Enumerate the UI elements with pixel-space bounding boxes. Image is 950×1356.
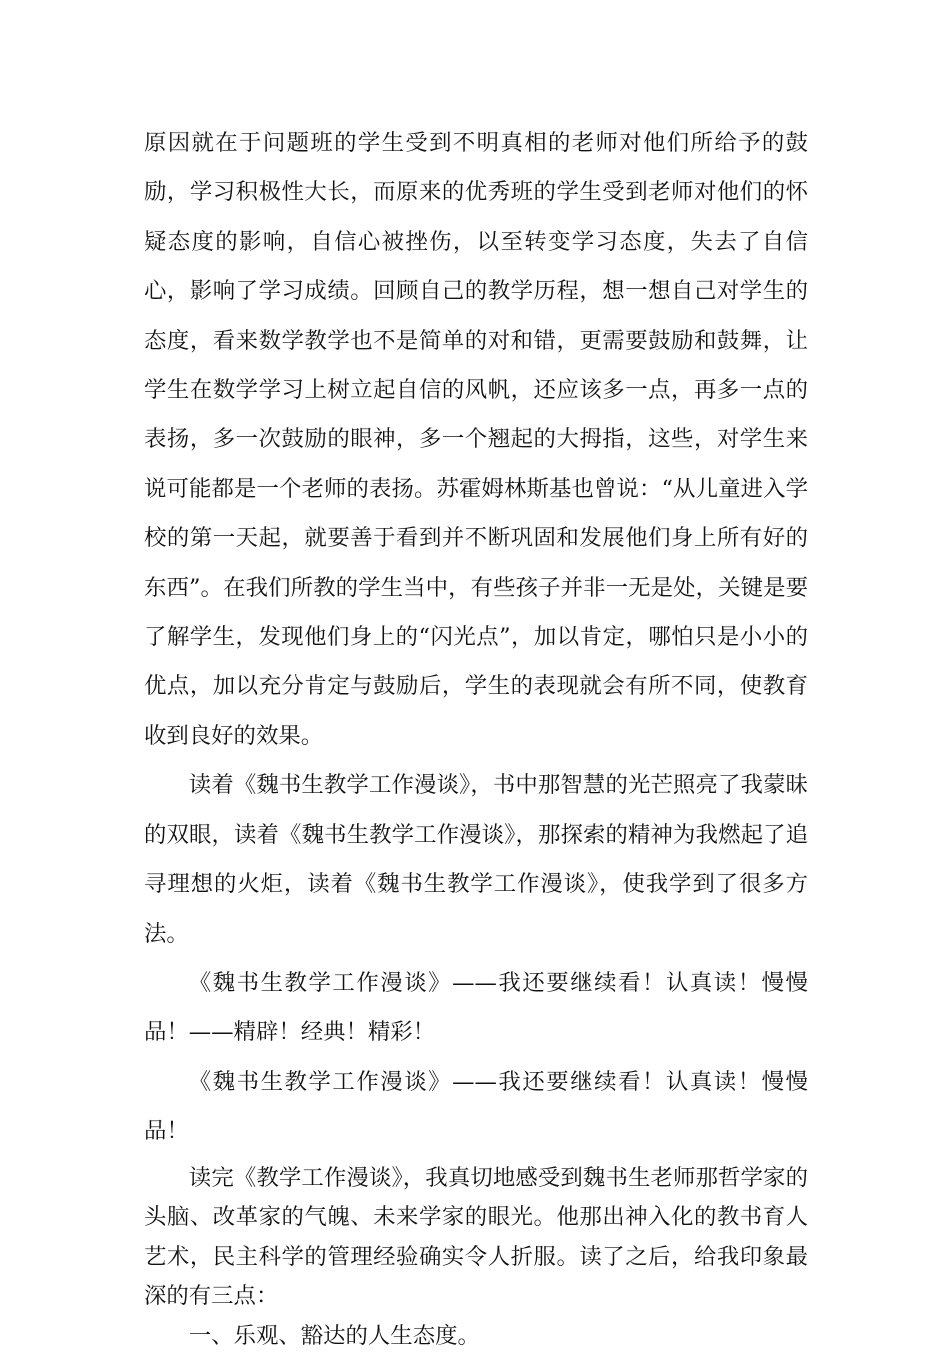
paragraph-encouragement: 原因就在于问题班的学生受到不明真相的老师对他们所给予的鼓励，学习积极性大长，而原来的优秀班的学生受到老师对他们的怀疑态度的影响，自信心被挫伤，以至转变学习态度，失去了自信心，影响了学习成绩。回顾自己的教学历程，想一想自己对学生的态度，看来数学教学也不是简单的对和错，更需要鼓励和鼓舞，让学生在数学学习上树立起自信的风帆，还应该多一点，再多一点的表扬，多一次鼓励的眼神，多一个翘起的大拇指，这些，对学生来说可能都是一个老师的表扬。苏霍姆林斯基也曾说：“从儿童进入学校的第一天起，就要善于看到并不断巩固和发展他们身上所有好的东西”。在我们所教的学生当中，有些孩子并非一无是处，关键是要了解学生，发现他们身上的“闪光点”，加以肯定，哪怕只是小小的优点，加以充分肯定与鼓励后，学生的表现就会有所不同，使教育收到良好的效果。 bbox=[144, 130, 808, 749]
paragraph-impressions: 读完《教学工作漫谈》，我真切地感受到魏书生老师那哲学家的头脑、改革家的气魄、未来学家的眼光。他那出神入化的教书育人艺术，民主科学的管理经验确实令人折服。读了之后，给我印象最深的有三点： bbox=[144, 1164, 808, 1310]
paragraph-repeat-exclamation: 《魏书生教学工作漫谈》——我还要继续看！认真读！慢慢品！ bbox=[144, 1068, 808, 1145]
paragraph-reading-reflection: 读着《魏书生教学工作漫谈》，书中那智慧的光芒照亮了我蒙昧的双眼，读着《魏书生教学工作漫谈》，那探索的精神为我燃起了追寻理想的火炬，读着《魏书生教学工作漫谈》，使我学到了很多方法。 bbox=[144, 772, 808, 947]
document-body bbox=[144, 119, 808, 1356]
section-heading-attitude: 一、乐观、豁达的人生态度。 bbox=[188, 1322, 480, 1349]
paragraph-praise-exclamation: 《魏书生教学工作漫谈》——我还要继续看！认真读！慢慢品！——精辟！经典！精彩！ bbox=[144, 969, 808, 1046]
